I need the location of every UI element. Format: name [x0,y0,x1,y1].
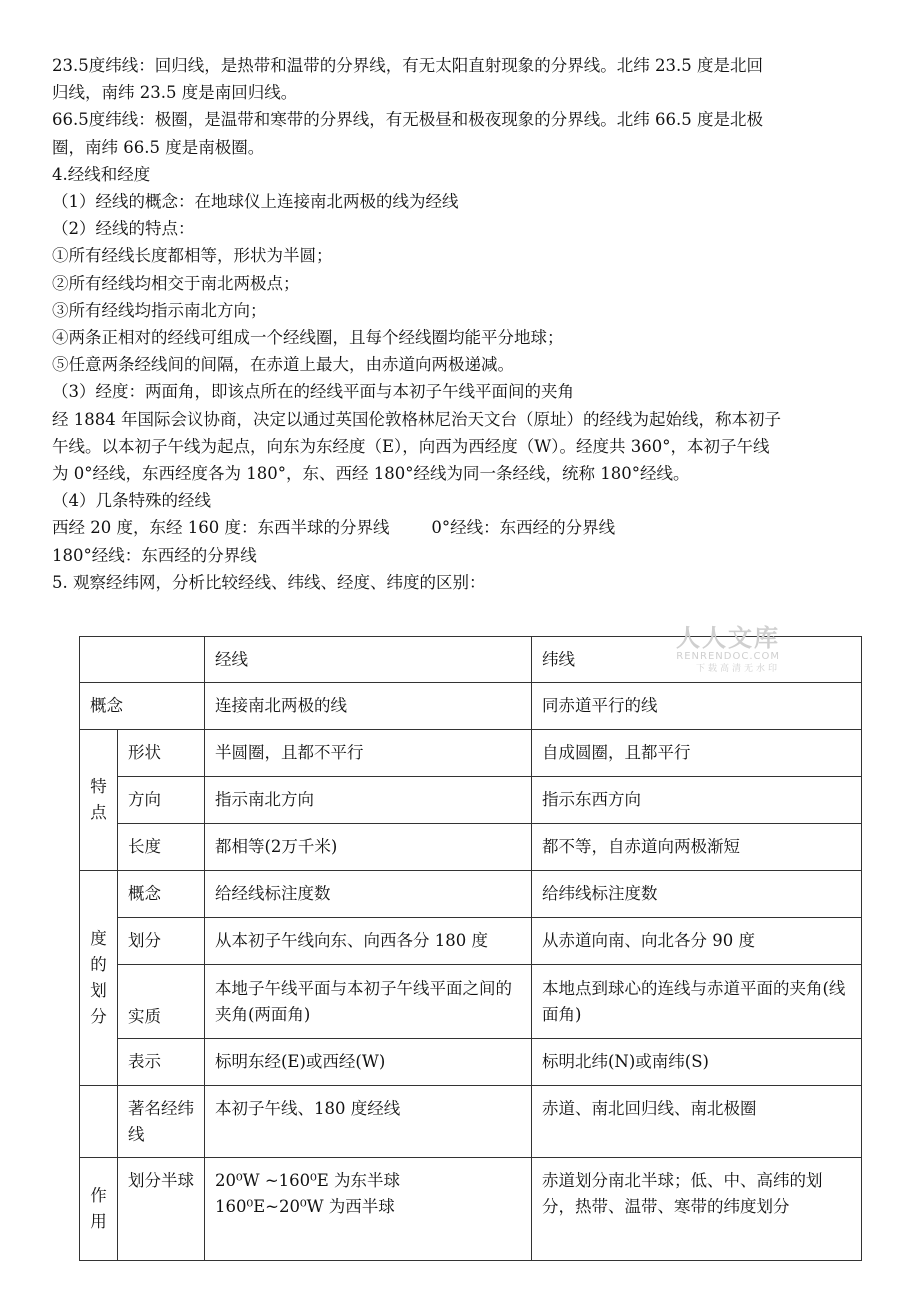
cell-latitude: 都不等，自赤道向两极渐短 [532,824,862,871]
row-label: 方向 [118,777,205,824]
cell-longitude [205,1158,532,1261]
comparison-table [79,636,862,1261]
row-label: 形状 [118,730,205,777]
text-line: （2）经线的特点： [52,219,195,239]
group-empty-cell [80,1086,118,1158]
watermark-site: RENRENDOC.COM [676,651,780,662]
table-row [80,871,862,918]
text-line: ④两条正相对的经线可组成一个经线圈，且每个经线圈均能平分地球； [52,328,564,348]
text-line: 归线，南纬 23.5 度是南回归线。 [52,83,298,103]
table-row [80,683,862,730]
text-line: 为 0°经线，东西经度各为 180°，东、西经 180°经线为同一条经线，统称 180°经线。 [52,464,690,484]
text-line: 西经 20 度，东经 160 度：东西半球的分界线 0°经线：东西经的分界线 [52,518,616,538]
body-text [52,52,872,596]
cell-longitude: 都相等(2万千米) [205,824,532,871]
cell-longitude: 从本初子午线向东、向西各分 180 度 [205,918,532,965]
header-longitude: 经线 [205,637,532,683]
table-row [80,1158,862,1261]
cell-longitude: 本初子午线、180 度经线 [205,1086,532,1158]
cell-line: 160⁰E~20⁰W 为西半球 [215,1197,395,1216]
row-label: 实质 [118,965,205,1039]
table-row [80,918,862,965]
cell-longitude: 给经线标注度数 [205,871,532,918]
cell-latitude: 自成圆圈，且都平行 [532,730,862,777]
table-row [80,1039,862,1086]
cell-longitude: 半圆圈，且都不平行 [205,730,532,777]
row-label: 表示 [118,1039,205,1086]
row-label: 概念 [80,683,205,730]
cell-latitude: 赤道划分南北半球；低、中、高纬的划分，热带、温带、寒带的纬度划分 [532,1158,862,1261]
cell-latitude: 指示东西方向 [532,777,862,824]
cell-longitude: 本地子午线平面与本初子午线平面之间的夹角(两面角) [205,965,532,1039]
group-label-usage: 作用 [80,1158,118,1261]
row-label: 著名经纬线 [118,1086,205,1158]
group-label-features: 特点 [80,730,118,871]
header-empty-cell [80,637,205,683]
text-line: （3）经度：两面角，即该点所在的经线平面与本初子午线平面间的夹角 [52,382,574,402]
cell-longitude: 指示南北方向 [205,777,532,824]
cell-latitude: 给纬线标注度数 [532,871,862,918]
cell-latitude: 标明北纬(N)或南纬(S) [532,1039,862,1086]
header-latitude: 纬线 [532,637,862,683]
table-row [80,824,862,871]
cell-longitude: 标明东经(E)或西经(W) [205,1039,532,1086]
text-line: ②所有经线均相交于南北两极点； [52,273,300,293]
cell-latitude: 赤道、南北回归线、南北极圈 [532,1086,862,1158]
table-row [80,1086,862,1158]
section-heading: 5. 观察经纬网，分析比较经线、纬线、经度、纬度的区别： [52,572,486,592]
cell-latitude: 本地点到球心的连线与赤道平面的夹角(线面角) [532,965,862,1039]
cell-latitude: 同赤道平行的线 [532,683,862,730]
table-row [80,730,862,777]
text-line: 圈，南纬 66.5 度是南极圈。 [52,137,265,157]
text-line: 午线。以本初子午线为起点，向东为东经度（E），向西为西经度（W）。经度共 360°，本初子午线 [52,436,770,456]
text-line: ①所有经线长度都相等，形状为半圆； [52,246,333,266]
text-line: 180°经线：东西经的分界线 [52,545,257,565]
group-label-degree: 度的划分 [80,871,118,1086]
watermark-name: 人人文库 [676,624,780,652]
text-line: 经 1884 年国际会议协商，决定以通过英国伦敦格林尼治天文台（原址）的经线为起始线，称本初子 [52,409,781,429]
cell-line: 20⁰W ~160⁰E 为东半球 [215,1171,401,1190]
text-line: ⑤任意两条经线间的间隔，在赤道上最大，由赤道向两极递减。 [52,355,514,375]
row-label: 概念 [118,871,205,918]
text-line: （4）几条特殊的经线 [52,491,211,511]
watermark-tagline: 下载高清无水印 [695,664,780,674]
text-line: （1）经线的概念：在地球仪上连接南北两极的线为经线 [52,192,459,212]
text-line: 66.5度纬线：极圈，是温带和寒带的分界线，有无极昼和极夜现象的分界线。北纬 66.5 度是北极 [52,110,763,130]
cell-latitude: 从赤道向南、向北各分 90 度 [532,918,862,965]
text-line: ③所有经线均指示南北方向； [52,300,267,320]
row-label: 划分半球 [118,1158,205,1261]
row-label: 长度 [118,824,205,871]
table-header-row [80,637,862,683]
section-heading: 4.经线和经度 [52,164,151,184]
table-row [80,777,862,824]
cell-longitude: 连接南北两极的线 [205,683,532,730]
table-row [80,965,862,1039]
text-line: 23.5度纬线：回归线，是热带和温带的分界线，有无太阳直射现象的分界线。北纬 23.5 度是北回 [52,56,763,75]
row-label: 划分 [118,918,205,965]
